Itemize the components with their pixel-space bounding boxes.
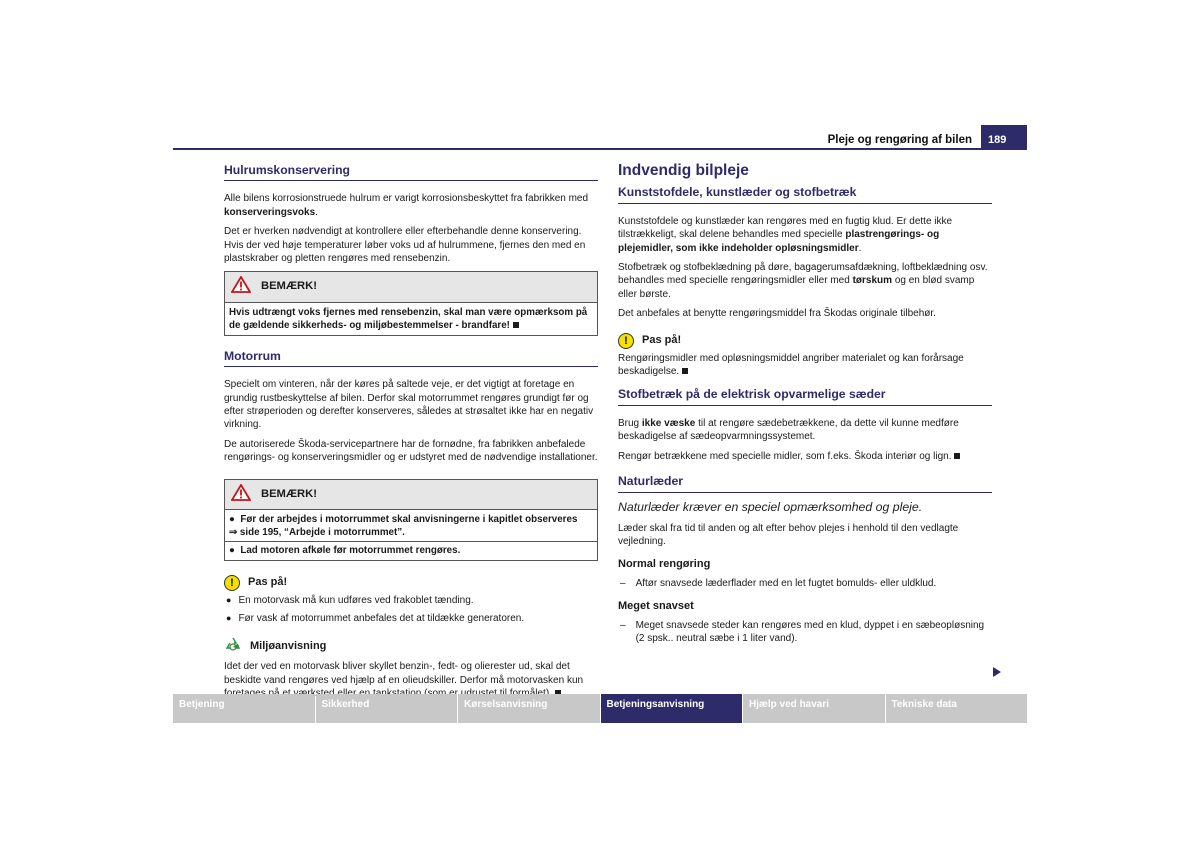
end-of-section-icon	[513, 322, 519, 328]
end-of-section-icon	[954, 453, 960, 459]
list-item: – Aftør snavsede læderflader med en let fugtet bomulds- eller uldklud.	[620, 577, 937, 589]
warning-triangle-icon	[231, 276, 251, 297]
section-heading-motorrum: Motorrum	[224, 350, 598, 367]
paragraph: Rengør betrækkene med specielle midler, som f.eks. Škoda interiør og lign.	[618, 450, 992, 463]
recycle-leaf-icon	[224, 637, 242, 657]
chapter-heading: Indvendig bilpleje	[618, 162, 749, 179]
chapter-tab-bar	[173, 694, 1027, 723]
paragraph: De autoriserede Škoda-servicepartnere har de fornødne, fra fabrikken anbefalede rengørings- og konserveringsmidler og er udstyret med de nødvendige installationer.	[224, 438, 598, 464]
exclamation-circle-icon: !	[224, 575, 240, 591]
warning-triangle-icon	[231, 484, 251, 505]
divider	[225, 541, 597, 542]
paragraph: Brug ikke væske til at rengøre sædebetrækkene, da dette vil kunne medføre beskadigelse af sædeopvarmningssystemet.	[618, 417, 959, 443]
section-heading-hulrumskonservering: Hulrumskonservering	[224, 164, 598, 181]
warning-box-text: Hvis udtrængt voks fjernes med rensebenzin, skal man være opmærksom på de gældende sikkerheds- og miljøbestemmelser - brandfare!	[229, 306, 588, 331]
caution-heading: ! Pas på!	[224, 575, 598, 591]
page-number: 189	[981, 125, 1027, 149]
caution-heading: ! Pas på!	[618, 333, 992, 349]
section-heading-kunststofdele: Kunststofdele, kunstlæder og stofbetræk	[618, 186, 992, 203]
left-column	[224, 164, 598, 707]
running-header-title: Pleje og rengøring af bilen	[827, 134, 972, 146]
subheading-meget-snavset: Meget snavset	[618, 600, 694, 613]
tab-tekniske-data[interactable]: Tekniske data	[886, 694, 1028, 723]
paragraph: Læder skal fra tid til anden og alt efter behov plejes i henhold til den vedlagte vejledning.	[618, 522, 959, 547]
environment-heading: Miljøanvisning	[224, 637, 598, 657]
warning-item: ● Før der arbejdes i motorrummet skal anvisningerne i kapitlet observeres	[229, 514, 578, 526]
warning-box-text	[225, 510, 597, 560]
paragraph: Idet der ved en motorvask bliver skyllet benzin-, fedt- og olierester ud, skal det beskidte vand rengøres ved hjælp af en olieudskiller. Derfor må motorvasken kun	[224, 660, 598, 700]
tab-korselsanvisning[interactable]: Kørselsanvisning	[458, 694, 600, 723]
paragraph: Det anbefales at benytte rengøringsmiddel fra Škodas originale tilbehør.	[618, 308, 936, 320]
paragraph: Stofbetræk og stofbeklædning på døre, bagagerumsafdækning, loftbeklædning osv. behandles med specielle rengøringsmidler eller med tørskum og en blød svamp eller børste.	[618, 262, 988, 300]
list-item: ● Før vask af motorrummet anbefales det at tildække generatoren.	[226, 612, 525, 624]
right-column	[618, 164, 992, 649]
cross-reference-link[interactable]: ⇒ side 195, “Arbejde i motorrummet”.	[229, 527, 405, 539]
next-page-arrow-icon[interactable]	[993, 667, 1001, 677]
header-rule	[173, 148, 1027, 150]
list-item: – Meget snavsede steder kan rengøres med en klud, dyppet i en sæbeopløsning (2 spsk.. neutral sæbe i 1 liter vand).	[620, 619, 985, 644]
warning-item: ● Lad motoren afkøle før motorrummet rengøres.	[229, 545, 461, 557]
warning-box	[224, 479, 598, 561]
warning-box-header: BEMÆRK!	[225, 272, 597, 302]
tab-betjeningsanvisning[interactable]: Betjeningsanvisning	[601, 694, 743, 723]
end-of-section-icon	[682, 368, 688, 374]
paragraph: Specielt om vinteren, når der køres på saltede veje, er det vigtigt at foretage en grundig rustbeskyttelse af bilen. Derfor skal motorrummet rengøres grundigt før og efter strøperioden og derefter konserveres, således at strøsaltet ikke har en negativ virkning.	[224, 379, 594, 431]
tab-hjaelp-ved-havari[interactable]: Hjælp ved havari	[743, 694, 885, 723]
warning-box	[224, 271, 598, 335]
exclamation-circle-icon: !	[618, 333, 634, 349]
section-heading-stofbetraek: Stofbetræk på de elektrisk opvarmelige sæder	[618, 388, 992, 405]
tab-sikkerhed[interactable]: Sikkerhed	[316, 694, 458, 723]
subheading-normal-rengoring: Normal rengøring	[618, 558, 711, 571]
paragraph: Rengøringsmidler med opløsningsmiddel angriber materialet og kan forårsage beskadigelse.	[618, 352, 964, 378]
section-heading-naturlaeder: Naturlæder	[618, 475, 992, 492]
tab-betjening[interactable]: Betjening	[173, 694, 315, 723]
paragraph: Det er hverken nødvendigt at kontrollere eller efterbehandle denne konservering. Hvis der ved høje temperaturer løber voks ud af hulrummene, fjernes den med en plastskraber og pletten rengøres med rensebenzin.	[224, 226, 586, 265]
paragraph: Alle bilens korrosionstruede hulrum er varigt korrosionsbeskyttet fra fabrikken med konserveringsvoks.	[224, 193, 589, 218]
paragraph: Kunststofdele og kunstlæder kan rengøres med en fugtig klud. Er dette ikke tilstrækkeligt, skal delene behandles med specielle plastrengørings- og plejemidler, som ikke indeholder opløsningsmidler.	[618, 215, 953, 254]
warning-box-header: BEMÆRK!	[225, 480, 597, 510]
section-intro: Naturlæder kræver en speciel opmærksomhed og pleje.	[618, 499, 923, 514]
list-item: ● En motorvask må kun udføres ved frakoblet tænding.	[226, 595, 474, 607]
